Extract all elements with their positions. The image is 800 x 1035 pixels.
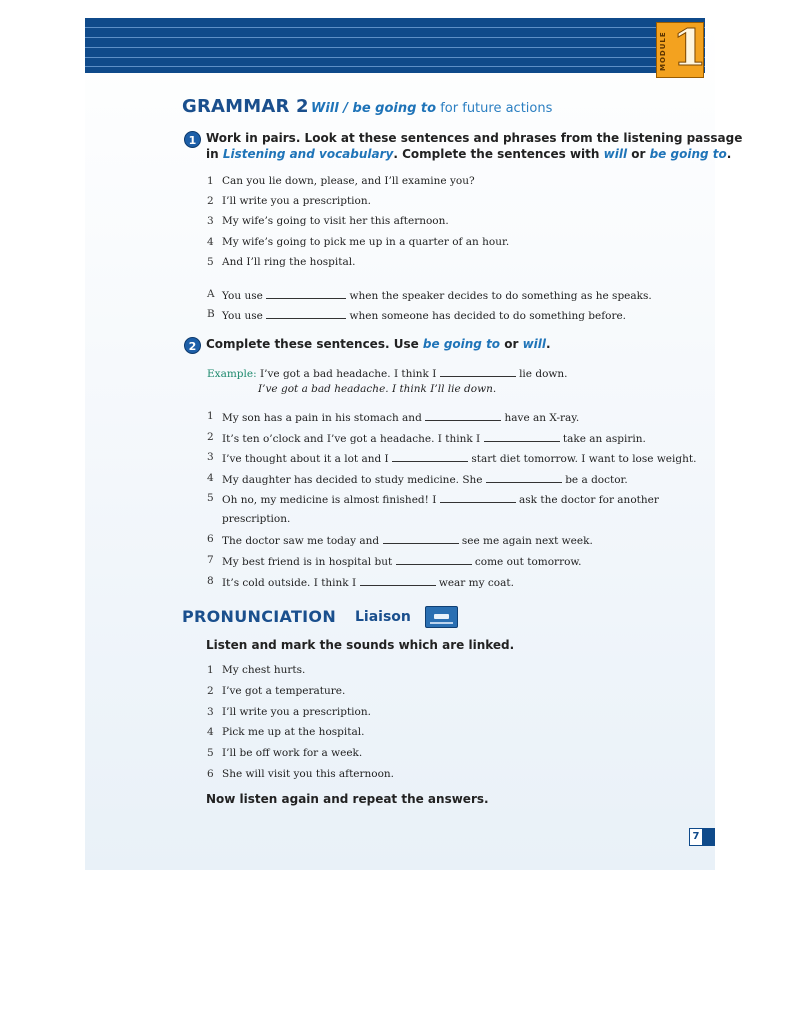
item-number: 7 bbox=[207, 554, 214, 566]
pronunciation-title: PRONUNCIATION bbox=[182, 607, 337, 626]
item-text: She will visit you this afternoon. bbox=[222, 768, 395, 780]
item-text: My wife’s going to pick me up in a quarter of an hour. bbox=[222, 236, 510, 248]
answer-blank[interactable] bbox=[440, 492, 516, 503]
item-after: ask the doctor for another bbox=[519, 494, 659, 506]
rule-before: You use bbox=[222, 290, 263, 302]
instr-will: will bbox=[603, 147, 628, 161]
item-text: My chest hurts. bbox=[222, 664, 306, 676]
cassette-slot bbox=[434, 614, 449, 619]
grammar-subtitle bbox=[311, 101, 552, 116]
item-before: The doctor saw me today and bbox=[222, 535, 380, 547]
example-answer: I’ve got a bad headache. I think I’ll lie down. bbox=[258, 383, 497, 395]
item-after: see me again next week. bbox=[461, 535, 593, 547]
item-text: Can you lie down, please, and I’ll examine you? bbox=[222, 175, 475, 187]
item-text: I’ll write you a prescription. bbox=[222, 195, 371, 207]
exercise-2-number: 2 bbox=[184, 337, 201, 354]
answer-blank[interactable] bbox=[425, 410, 501, 421]
example-after: lie down. bbox=[519, 368, 568, 380]
rule-letter: B bbox=[207, 308, 215, 320]
rule-after: when someone has decided to do something before. bbox=[349, 310, 627, 322]
item-before: My daughter has decided to study medicine. She bbox=[222, 474, 483, 486]
item-number: 5 bbox=[207, 256, 214, 268]
item-number: 2 bbox=[207, 431, 214, 443]
instr-text: . Complete the sentences with bbox=[393, 147, 604, 161]
item-text: My wife’s going to visit her this afternoon. bbox=[222, 215, 449, 227]
cassette-base bbox=[430, 622, 453, 624]
example-row bbox=[207, 366, 567, 380]
answer-blank[interactable] bbox=[484, 431, 560, 442]
item-before: My best friend is in hospital but bbox=[222, 556, 393, 568]
item-number: 3 bbox=[207, 215, 214, 227]
instr-text: Complete these sentences. Use bbox=[206, 337, 423, 351]
instr-text: . bbox=[546, 337, 551, 351]
item-text: And I’ll ring the hospital. bbox=[222, 256, 356, 268]
header-banner bbox=[85, 18, 705, 73]
item-number: 5 bbox=[207, 747, 214, 759]
instr-will: will bbox=[522, 337, 547, 351]
instr-text: or bbox=[627, 147, 650, 161]
instr-be-going-to: be going to bbox=[649, 147, 727, 161]
example-label: Example: bbox=[207, 368, 257, 380]
item-number: 3 bbox=[207, 451, 214, 463]
item-number: 1 bbox=[207, 410, 214, 422]
item-after: have an X-ray. bbox=[504, 412, 580, 424]
item-after: come out tomorrow. bbox=[474, 556, 582, 568]
item-text: I’ve got a temperature. bbox=[222, 685, 346, 697]
rule-after: when the speaker decides to do something as he speaks. bbox=[349, 290, 652, 302]
item-text: I’ll be off work for a week. bbox=[222, 747, 363, 759]
pronunciation-subtitle: Liaison bbox=[355, 609, 411, 625]
pronunciation-instruction: Listen and mark the sounds which are linked. bbox=[206, 638, 515, 652]
module-badge bbox=[656, 18, 707, 78]
item-before: I’ve thought about it a lot and I bbox=[222, 453, 389, 465]
item-number: 2 bbox=[207, 685, 214, 697]
answer-blank[interactable] bbox=[392, 451, 468, 462]
instr-text: in bbox=[206, 147, 223, 161]
item-number: 3 bbox=[207, 706, 214, 718]
item-number: 4 bbox=[207, 472, 214, 484]
item-before: prescription. bbox=[222, 513, 291, 525]
item-before: Oh no, my medicine is almost finished! I bbox=[222, 494, 437, 506]
item-number: 6 bbox=[207, 768, 214, 780]
answer-blank[interactable] bbox=[486, 472, 562, 483]
item-number: 1 bbox=[207, 175, 214, 187]
item-number: 2 bbox=[207, 195, 214, 207]
answer-blank[interactable] bbox=[266, 288, 346, 299]
item-after: start diet tomorrow. I want to lose weight. bbox=[471, 453, 697, 465]
exercise-1-instruction-line1: Work in pairs. Look at these sentences and phrases from the listening passage bbox=[206, 131, 743, 145]
item-after: take an aspirin. bbox=[562, 433, 646, 445]
page-number-bar bbox=[703, 828, 715, 846]
grammar-subtitle-italic: Will / be going to bbox=[311, 101, 437, 116]
item-before: My son has a pain in his stomach and bbox=[222, 412, 422, 424]
item-text: Pick me up at the hospital. bbox=[222, 726, 365, 738]
instr-be-going-to: be going to bbox=[422, 337, 501, 351]
exercise-1-instruction-line2 bbox=[206, 146, 731, 162]
module-number: 1 bbox=[672, 18, 707, 77]
item-text: I’ll write you a prescription. bbox=[222, 706, 371, 718]
instr-text: . bbox=[726, 147, 732, 161]
instr-ref: Listening and vocabulary bbox=[222, 147, 394, 161]
page-number-tab bbox=[689, 828, 715, 846]
audio-cassette-icon[interactable] bbox=[425, 606, 458, 628]
rule-before: You use bbox=[222, 310, 263, 322]
answer-blank[interactable] bbox=[360, 575, 436, 586]
grammar-subtitle-plain: for future actions bbox=[440, 101, 553, 116]
item-number: 5 bbox=[207, 492, 214, 504]
item-before: It’s ten o’clock and I’ve got a headache. I think I bbox=[222, 433, 481, 445]
example-before: I’ve got a bad headache. I think I bbox=[259, 368, 437, 380]
item-before: It’s cold outside. I think I bbox=[222, 577, 357, 589]
exercise-2-instruction bbox=[206, 336, 551, 352]
answer-blank[interactable] bbox=[383, 533, 459, 544]
rule-letter: A bbox=[207, 288, 215, 300]
item-number: 4 bbox=[207, 726, 214, 738]
grammar-title: GRAMMAR 2 bbox=[182, 96, 309, 117]
answer-blank[interactable] bbox=[440, 366, 516, 377]
answer-blank[interactable] bbox=[396, 554, 472, 565]
answer-blank[interactable] bbox=[266, 308, 346, 319]
item-number: 4 bbox=[207, 236, 214, 248]
exercise-1-number: 1 bbox=[184, 131, 201, 148]
item-number: 1 bbox=[207, 664, 214, 676]
item-number: 6 bbox=[207, 533, 214, 545]
item-after: wear my coat. bbox=[438, 577, 514, 589]
pronunciation-closing: Now listen again and repeat the answers. bbox=[206, 792, 489, 806]
item-number: 8 bbox=[207, 575, 214, 587]
instr-text: or bbox=[500, 337, 523, 351]
page-number: 7 bbox=[689, 828, 703, 846]
item-after: be a doctor. bbox=[565, 474, 628, 486]
module-label: MODULE bbox=[659, 31, 667, 71]
